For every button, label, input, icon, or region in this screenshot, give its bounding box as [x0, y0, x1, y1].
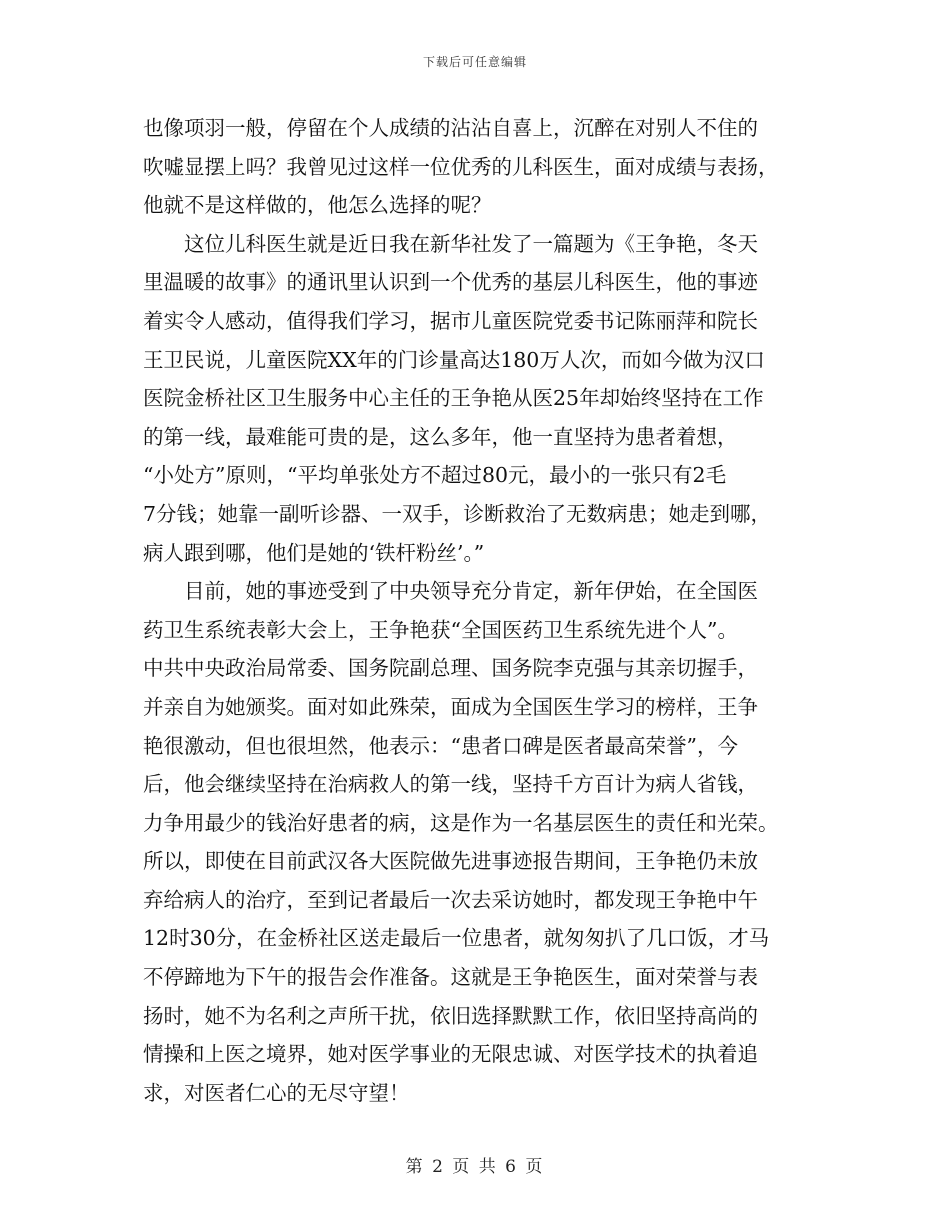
- text-line: 力争用最少的钱治好患者的病，这是作为一名基层医生的责任和光荣。: [143, 810, 779, 835]
- text-line: 弃给病人的治疗，至到记者最后一次去采访她时，都发现王争艳中午: [143, 887, 758, 912]
- text-line: 后，他会继续坚持在治病救人的第一线，坚持千方百计为病人省钱，: [143, 772, 758, 797]
- text-line: 艳很激动，但也很坦然，他表示：“患者口碑是医者最高荣誉”，今: [143, 733, 738, 758]
- text-line: 7分钱；她靠一副听诊器、一双手，诊断救治了无数病患；她走到哪，: [143, 501, 772, 526]
- text-line: 12时30分，在金桥社区送走最后一位患者，就匆匆扒了几口饭，才马: [143, 926, 770, 951]
- text-line: 不停蹄地为下午的报告会作准备。这就是王争艳医生，面对荣誉与表: [143, 965, 758, 990]
- text-line: 扬时，她不为名利之声所干扰，依旧选择默默工作，依旧坚持高尚的: [143, 1003, 758, 1028]
- text-line: 医院金桥社区卫生服务中心主任的王争艳从医25年却始终坚持在工作: [143, 386, 764, 411]
- text-line: 也像项羽一般，停留在个人成绩的沾沾自喜上，沉醉在对别人不住的: [143, 116, 758, 140]
- text-line: 王卫民说，儿童医院XX年的门诊量高达180万人次，而如今做为汉口: [143, 347, 765, 372]
- text-line: 情操和上医之境界，她对医学事业的无限忠诚、对医学技术的执着追: [143, 1042, 758, 1067]
- text-line: 中共中央政治局常委、国务院副总理、国务院李克强与其亲切握手，: [143, 656, 758, 681]
- text-line: 着实令人感动，值得我们学习，据市儿童医院党委书记陈丽萍和院长: [143, 308, 758, 333]
- text-line: “小处方”原则，“平均单张处方不超过80元，最小的一张只有2毛: [143, 463, 727, 488]
- text-line: 的第一线，最难能可贵的是，这么多年，他一直坚持为患者着想，: [143, 424, 738, 449]
- text-line: 药卫生系统表彰大会上，王争艳获“全国医药卫生系统先进个人”。: [143, 617, 738, 642]
- body-text: [143, 109, 808, 1112]
- text-line: 并亲自为她颁奖。面对如此殊荣，面成为全国医生学习的榜样，王争: [143, 694, 758, 719]
- page-header: 下载后可任意编辑: [422, 55, 527, 69]
- text-line: 求，对医者仁心的无尽守望！: [143, 1080, 410, 1105]
- text-line: 里温暖的故事》的通讯里认识到一个优秀的基层儿科医生，他的事迹: [143, 270, 758, 295]
- text-line: 病人跟到哪，他们是她的‘铁杆粉丝’。”: [143, 540, 485, 565]
- page-footer: 第 2 页 共 6 页: [405, 1157, 545, 1177]
- text-line: 所以，即使在目前武汉各大医院做先进事迹报告期间，王争艳仍未放: [143, 849, 758, 874]
- text-line: 这位儿科医生就是近日我在新华社发了一篇题为《王争艳，冬天: [143, 231, 758, 256]
- text-line: 目前，她的事迹受到了中央领导充分肯定，新年伊始，在全国医: [143, 579, 758, 604]
- text-line: 他就不是这样做的，他怎么选择的呢？: [143, 193, 492, 218]
- text-line: 吹嘘显摆上吗？我曾见过这样一位优秀的儿科医生，面对成绩与表扬，: [143, 154, 779, 179]
